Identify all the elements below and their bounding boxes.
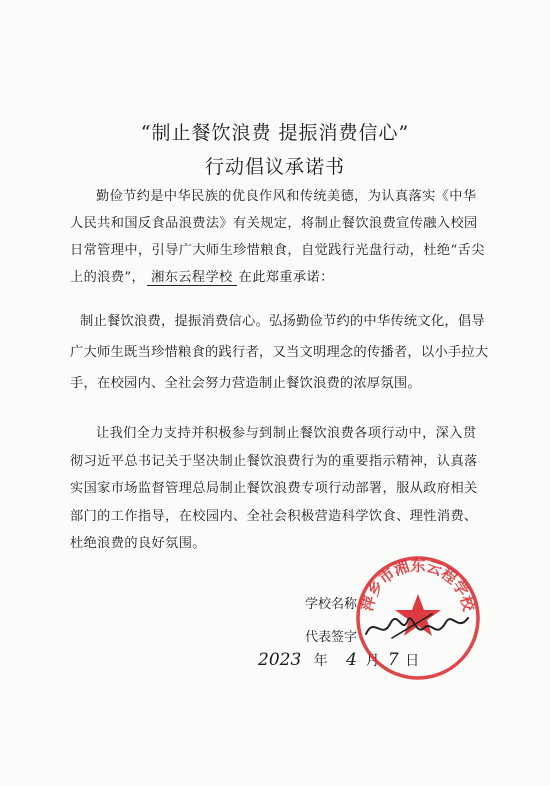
date-year-label: 年 bbox=[313, 653, 328, 669]
paragraph-commitment: 制止餐饮浪费，提振消费信心。弘扬勤俭节约的中华传统文化，倡导广大师生既当珍惜粮食的践行者，又当文明理念的传播者，以小手拉大手，在校园内、全社会努力营造制止餐饮浪费的浓厚氛围。 bbox=[70, 314, 489, 391]
date-day-handwritten: 7 bbox=[387, 650, 399, 670]
school-name-field: 湘东云程学校 bbox=[147, 270, 237, 286]
paragraph-intro-closing: 在此郑重承诺： bbox=[238, 270, 334, 285]
date-day-label: 日 bbox=[405, 653, 420, 669]
document-title-line1: “制止餐饮浪费 提振消费信心” bbox=[140, 122, 410, 144]
school-name-label bbox=[305, 593, 357, 612]
document-title-line2: 行动倡议承诺书 bbox=[204, 156, 345, 178]
handwritten-signature bbox=[362, 606, 472, 646]
date-year-handwritten: 2023 bbox=[258, 650, 302, 670]
representative-signature-label bbox=[305, 626, 357, 645]
date-month-label: 月 bbox=[365, 653, 380, 669]
svg-text:萍乡市湘东云程学校: 萍乡市湘东云程学校 bbox=[358, 556, 478, 614]
rep-label-text: 代表签字 bbox=[305, 630, 358, 645]
paragraph-intro-text: 勤俭节约是中华民族的优良作风和传统美德，为认真落实《中华人民共和国反食品浪费法》有关规定，将制止餐饮浪费宣传融入校园日常管理中，引导广大师生珍惜粮食，自觉践行光盘行动，杜绝“舌尖上的浪费”， bbox=[70, 189, 485, 285]
paragraph-action: 让我们全力支持并积极参与到制止餐饮浪费各项行动中，深入贯彻习近平总书记关于坚决制止餐饮浪费行为的重要指示精神，认真落实国家市场监督管理总局制止餐饮浪费专项行动部署，服从政府相关部门的工作指导，在校园内、全社会积极营造科学饮食、理性消费、杜绝浪费的良好氛围。 bbox=[70, 426, 478, 551]
paragraph-intro bbox=[70, 183, 490, 291]
date-month-handwritten: 4 bbox=[346, 650, 357, 670]
school-label-text: 学校名称 bbox=[305, 597, 358, 612]
